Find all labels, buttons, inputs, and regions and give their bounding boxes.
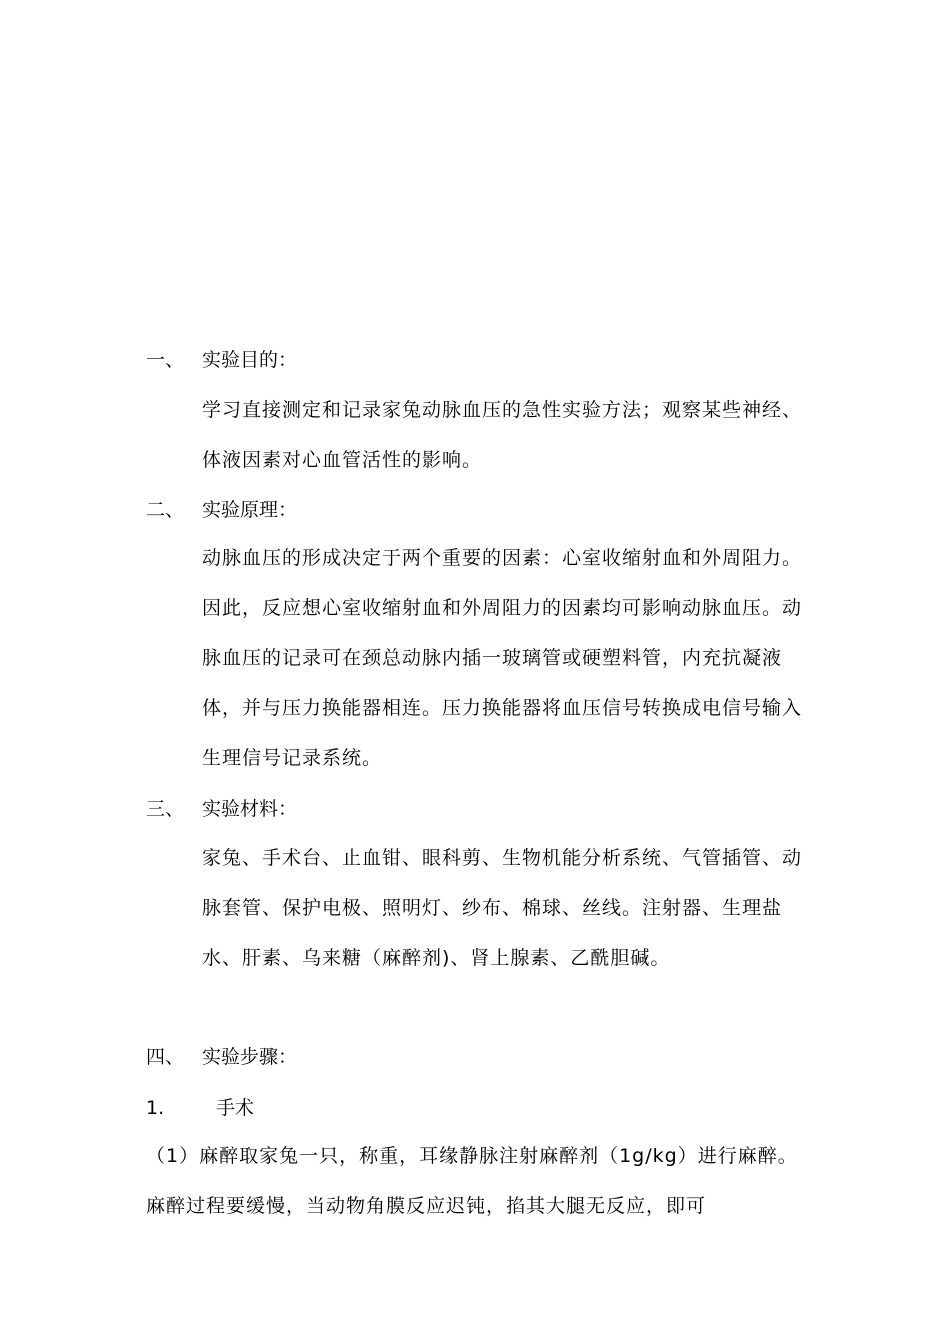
section-number: 二、 (146, 499, 185, 521)
section-number: 四、 (146, 1046, 185, 1068)
section-body-principle: 动脉血压的形成决定于两个重要的因素：心室收缩射血和外周阻力。因此，反应想心室收缩射血和外周阻力的因素均可影响动脉血压。动脉血压的记录可在颈总动脉内插一玻璃管或硬塑料管，内充抗凝液体，并与压力换能器相连。压力换能器将血压信号转换成电信号输入生理信号记录系统。 (202, 547, 803, 769)
section-number: 三、 (146, 798, 185, 820)
section-body-purpose: 学习直接测定和记录家兔动脉血压的急性实验方法；观察某些神经、体液因素对心血管活性的影响。 (202, 399, 803, 471)
section-title: 实验步骤： (202, 1046, 298, 1068)
section-number: 一、 (146, 349, 185, 371)
section-heading-materials (146, 797, 297, 821)
section-title: 实验原理： (202, 499, 298, 521)
step-number: 1. (146, 1097, 165, 1119)
section-heading-purpose (146, 348, 297, 372)
step-body-anesthesia: （1）麻醉取家兔一只，称重，耳缘静脉注射麻醉剂（1g/kg）进行麻醉。麻醉过程要缓慢，当动物角膜反应迟钝，掐其大腿无反应，即可 (146, 1145, 798, 1217)
section-heading-steps (146, 1045, 297, 1069)
step-title: 手术 (216, 1097, 255, 1119)
section-body-materials: 家兔、手术台、止血钳、眼科剪、生物机能分析系统、气管插管、动脉套管、保护电极、照明灯、纱布、棉球、丝线。注射器、生理盐水、肝素、乌来糖（麻醉剂)、肾上腺素、乙酰胆碱。 (202, 847, 803, 969)
section-title: 实验材料： (202, 798, 298, 820)
step-heading-surgery (146, 1096, 254, 1120)
section-heading-principle (146, 498, 297, 522)
section-title: 实验目的： (202, 349, 298, 371)
